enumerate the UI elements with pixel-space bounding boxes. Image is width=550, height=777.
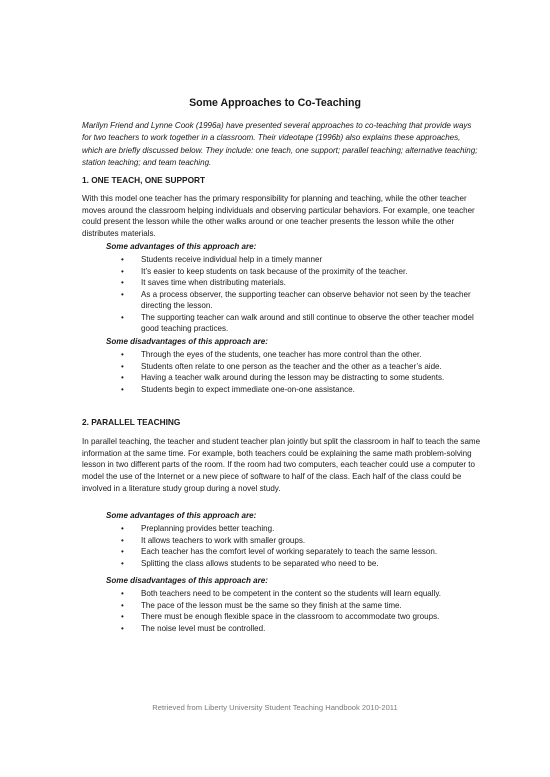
- bullet-icon: •: [121, 547, 124, 556]
- list-item: • The supporting teacher can walk around and still continue to observe the other teacher model good teaching practices.: [121, 312, 474, 333]
- bullet-icon: •: [121, 524, 124, 533]
- advantages-list-one: [121, 254, 480, 335]
- bullet-icon: •: [121, 589, 124, 598]
- list-item: • Students receive individual help in a timely manner: [121, 255, 323, 264]
- intro-paragraph: Marilyn Friend and Lynne Cook (1996a) have presented several approaches to co-teaching that provide ways for two teachers to work together in a classroom. Their videotape (1996b) also explains these approaches, which are briefly discussed below. They include: one teach, one support; parallel teaching; alternative teaching; station teaching; and team teaching.: [82, 121, 478, 167]
- bullet-icon: •: [121, 384, 124, 394]
- advantages-label-text: Some advantages of this approach are: [106, 242, 254, 251]
- list-item: • Both teachers need to be competent in the content so the students will learn equally.: [121, 589, 442, 598]
- disadvantages-label-two: Some disadvantages of this approach are:: [106, 576, 268, 585]
- advantages-label-one: Some advantages of this approach are:: [106, 242, 257, 251]
- list-item: • The pace of the lesson must be the same so they finish at the same time.: [121, 600, 402, 610]
- bullet-icon: •: [121, 255, 124, 264]
- page-footer: Retrieved from Liberty University Student Teaching Handbook 2010-2011: [152, 703, 398, 712]
- list-item: • Splitting the class allows students to be separated who need to be.: [121, 558, 379, 568]
- bullet-icon: •: [121, 361, 124, 371]
- list-item: • Students begin to expect immediate one-on-one assistance.: [121, 384, 355, 394]
- list-item: • Through the eyes of the students, one teacher has more control than the other.: [121, 350, 422, 359]
- bullet-icon: •: [121, 289, 124, 299]
- bullet-icon: •: [121, 373, 124, 382]
- list-item: • Students often relate to one person as the teacher and the other as a teacher’s aide.: [121, 361, 442, 371]
- bullet-icon: •: [121, 312, 124, 322]
- section-heading-one-teach-one-support: 1. ONE TEACH, ONE SUPPORT: [82, 175, 206, 185]
- list-item: • As a process observer, the supporting teacher can observe behavior not seen by the teacher directing the lesson.: [121, 289, 471, 310]
- disadvantages-list-two: [121, 588, 480, 634]
- advantages-label-two: Some advantages of this approach are:: [106, 511, 257, 520]
- bullet-icon: •: [121, 558, 124, 568]
- disadvantages-list-one: [121, 349, 480, 395]
- list-item: • It saves time when distributing materials.: [121, 278, 286, 287]
- section-heading-parallel-teaching: 2. PARALLEL TEACHING: [82, 417, 181, 427]
- bullet-icon: •: [121, 266, 124, 276]
- advantages-list-two: [121, 523, 480, 569]
- bullet-icon: •: [121, 600, 124, 610]
- disadvantages-label-text: Some disadvantages of this approach are: [106, 337, 266, 346]
- list-item: • It allows teachers to work with smaller groups.: [121, 535, 306, 545]
- disadvantages-label-one: Some disadvantages of this approach are:: [106, 337, 268, 346]
- page-title: Some Approaches to Co-Teaching: [189, 97, 361, 109]
- list-item: • Having a teacher walk around during the lesson may be distracting to some students.: [121, 373, 445, 382]
- bullet-icon: •: [121, 612, 124, 621]
- section-paragraph-parallel-teaching: In parallel teaching, the teacher and student teacher plan jointly but split the classroom in half to teach the same information at the same time. For example, both teachers could be explaining the same math problem-solving lesson in two different parts of the room. If the room had two computers, each teacher could use a computer to model the use of the Internet or a new piece of software to half of the class. Each half of the class could be involved in a literature study group during a novel study.: [82, 437, 481, 493]
- disadvantages-label-text: Some disadvantages of this approach are: [106, 576, 266, 585]
- advantages-label-text: Some advantages of this approach are: [106, 511, 254, 520]
- list-item: • Preplanning provides better teaching.: [121, 524, 275, 533]
- list-item: • The noise level must be controlled.: [121, 623, 266, 633]
- list-item: • There must be enough flexible space in the classroom to accommodate two groups.: [121, 612, 440, 621]
- section-paragraph-one-teach-one-support: With this model one teacher has the primary responsibility for planning and teaching, while the other teacher moves around the classroom helping individuals and observing particular behaviors. For example, one teacher could present the lesson while the other walks around or one teacher presents the lesson while the other distributes materials.: [82, 194, 475, 239]
- bullet-icon: •: [121, 623, 124, 633]
- bullet-icon: •: [121, 278, 124, 287]
- list-item: • Each teacher has the comfort level of working separately to teach the same lesson.: [121, 547, 438, 556]
- bullet-icon: •: [121, 535, 124, 545]
- bullet-icon: •: [121, 350, 124, 359]
- list-item: • It’s easier to keep students on task because of the proximity of the teacher.: [121, 266, 408, 276]
